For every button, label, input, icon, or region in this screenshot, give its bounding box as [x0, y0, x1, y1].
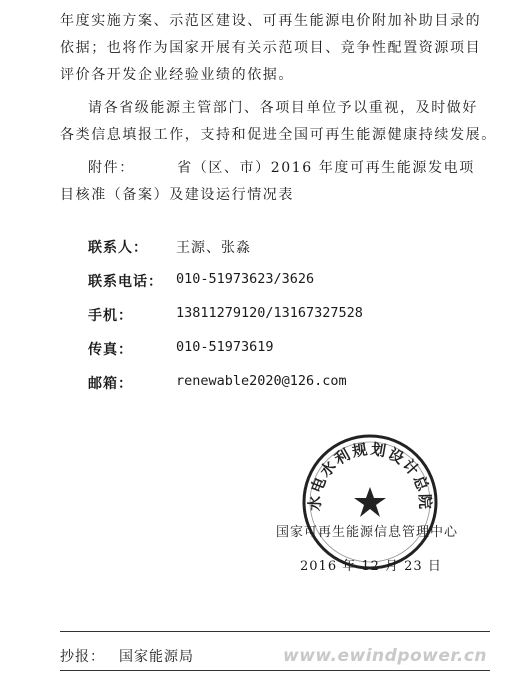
contact-label: 联系人： [88, 240, 148, 256]
paragraph-line: 评价各开发企业经验业绩的依据。 [60, 67, 294, 83]
footer-divider-top [60, 631, 490, 632]
attachment-line: 附件： 省（区、市）2016 年度可再生能源发电项 [88, 160, 475, 176]
contact-value: 010-51973619 [176, 339, 274, 355]
contact-value: renewable2020@126.com [176, 373, 347, 389]
contact-label: 邮箱： [88, 376, 133, 392]
contact-value: 13811279120/13167327528 [176, 305, 363, 321]
paragraph-line: 依据；也将作为国家开展有关示范项目、竞争性配置资源项目 [60, 40, 482, 56]
contact-value: 王源、张淼 [176, 240, 251, 256]
site-watermark: www.ewindpower.cn [283, 646, 487, 666]
cc-line [60, 646, 194, 666]
contact-value: 010-51973623/3626 [176, 271, 315, 287]
paragraph-request [60, 95, 500, 149]
paragraph-basis [60, 8, 500, 89]
attachment-note [60, 155, 500, 209]
contact-label: 手机： [88, 308, 133, 324]
paragraph-line: 请各省级能源主管部门、各项目单位予以重视，及时做好 [88, 100, 478, 116]
cc-label: 抄报： [60, 649, 105, 665]
issue-date: 2016 年 12 月 23 日 [300, 559, 442, 574]
seal-star-icon [354, 487, 386, 517]
footer-divider-bottom [60, 670, 490, 671]
attachment-line: 目核准（备案）及建设运行情况表 [60, 187, 294, 203]
official-seal [300, 432, 440, 572]
seal-text: 水电水利规划设计总院 [305, 439, 435, 512]
contact-label: 联系电话： [88, 274, 163, 290]
issuer-organization: 国家可再生能源信息管理中心 [276, 525, 459, 540]
contact-label: 传真： [88, 342, 133, 358]
paragraph-line: 各类信息填报工作，支持和促进全国可再生能源健康持续发展。 [60, 127, 497, 143]
cc-recipient: 国家能源局 [119, 649, 194, 665]
paragraph-line: 年度实施方案、示范区建设、可再生能源电价附加补助目录的 [60, 13, 482, 29]
